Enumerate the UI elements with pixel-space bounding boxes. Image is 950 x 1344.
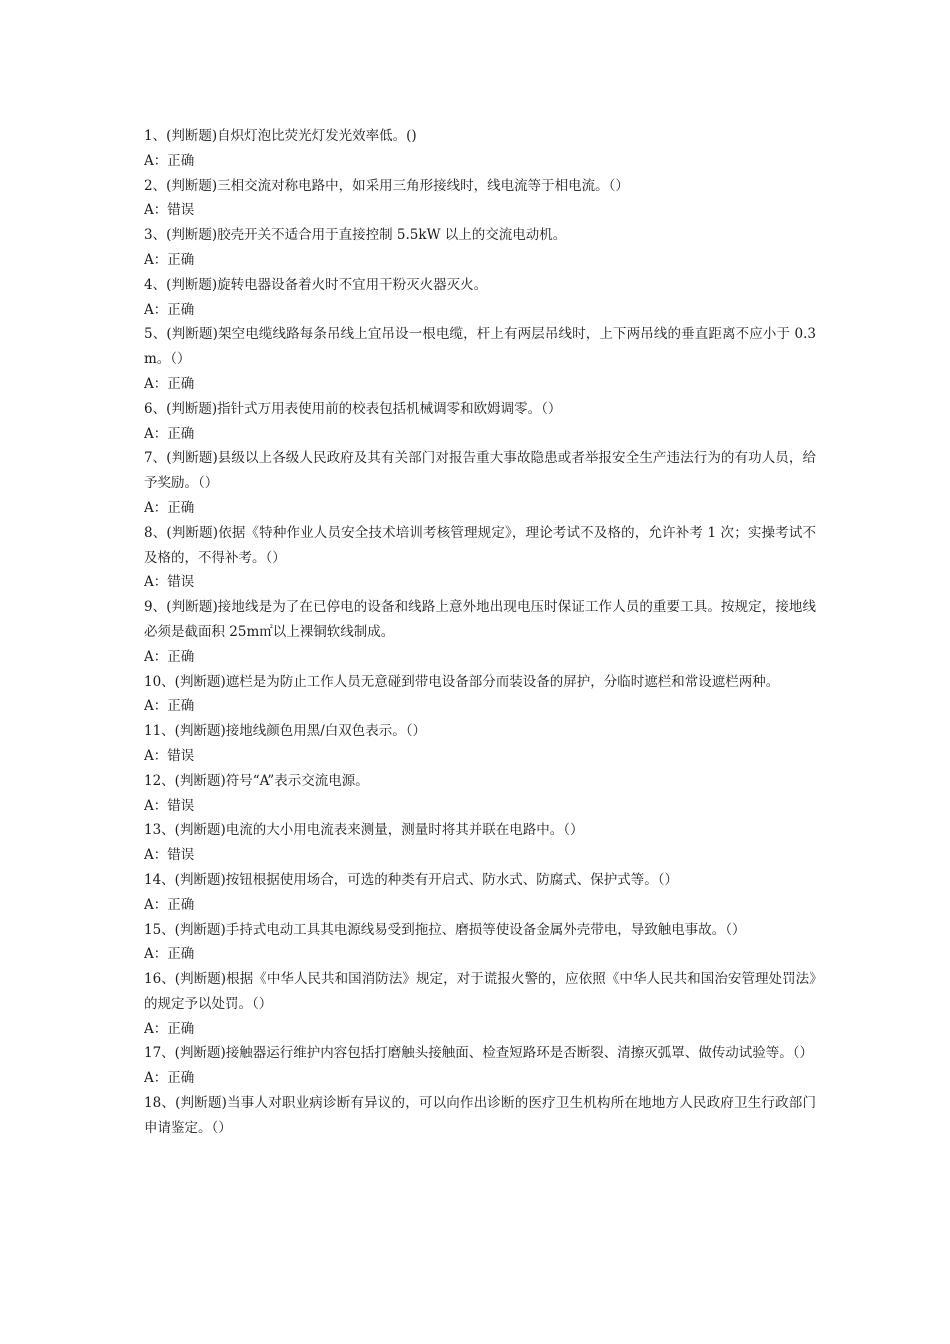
answer-text: A：正确: [144, 648, 195, 665]
answer-text: A：正确: [144, 301, 195, 318]
question-text: 17、(判断题)接触器运行维护内容包括打磨触头接触面、检查短路环是否断裂、清擦灭弧罩、做传动试验等。（）: [144, 1045, 813, 1062]
answer-text: A：正确: [144, 698, 195, 715]
question-text: 9、(判断题)接地线是为了在已停电的设备和线路上意外地出现电压时保证工作人员的重要工具。按规定，接地线必须是截面积 25m㎡以上裸铜软线制成。: [144, 599, 816, 640]
answer-text: A：错误: [144, 574, 195, 591]
answer-text: A：正确: [144, 375, 195, 392]
answer-text: A：正确: [144, 425, 195, 442]
question-text: 10、(判断题)遮栏是为防止工作人员无意碰到带电设备部分而装设备的屏护，分临时遮栏和常设遮栏两种。: [144, 673, 780, 690]
answer-text: A：错误: [144, 202, 195, 219]
answer-text: A：正确: [144, 1070, 195, 1087]
question-text: 1、(判断题)自炽灯泡比荧光灯发光效率低。(): [144, 128, 417, 144]
question-text: 12、(判断题)符号“A”表示交流电源。: [144, 772, 369, 789]
question-text: 5、(判断题)架空电缆线路每条吊线上宜吊设一根电缆，杆上有两层吊线时，上下两吊线的垂直距离不应小于 0.3m。（）: [144, 326, 816, 368]
answer-text: A：错误: [144, 747, 195, 764]
document-body: [144, 124, 816, 1141]
question-text: 16、(判断题)根据《中华人民共和国消防法》规定，对于谎报火警的，应依照《中华人民共和国治安管理处罚法》的规定予以处罚。（）: [144, 971, 816, 1012]
question-text: 11、(判断题)接地线颜色用黑/白双色表示。（）: [144, 723, 427, 740]
question-text: 3、(判断题)胶壳开关不适合用于直接控制 5.5kW 以上的交流电动机。: [144, 227, 567, 244]
answer-text: A：错误: [144, 797, 195, 814]
question-text: 14、(判断题)按钮根据使用场合，可选的种类有开启式、防水式、防腐式、保护式等。（）: [144, 871, 678, 888]
answer-text: A：错误: [144, 847, 195, 864]
question-text: 15、(判断题)手持式电动工具其电源线易受到拖拉、磨损等使设备金属外壳带电，导致触电事故。（）: [144, 921, 746, 938]
question-text: 7、(判断题)县级以上各级人民政府及其有关部门对报告重大事故隐患或者举报安全生产违法行为的有功人员，给予奖励。（）: [144, 450, 816, 492]
answer-text: A：正确: [144, 896, 195, 913]
question-text: 8、(判断题)依据《特种作业人员安全技术培训考核管理规定》，理论考试不及格的，允许补考 1 次；实操考试不及格的，不得补考。（）: [144, 524, 816, 566]
question-text: 18、(判断题)当事人对职业病诊断有异议的，可以向作出诊断的医疗卫生机构所在地地方人民政府卫生行政部门申请鉴定。（）: [144, 1095, 816, 1136]
answer-text: A：正确: [144, 251, 195, 268]
question-text: 13、(判断题)电流的大小用电流表来测量，测量时将其并联在电路中。（）: [144, 822, 584, 839]
question-text: 4、(判断题)旋转电器设备着火时不宜用干粉灭火器灭火。: [144, 276, 488, 293]
answer-text: A：正确: [144, 499, 195, 516]
answer-text: A：正确: [144, 152, 195, 169]
answer-text: A：正确: [144, 946, 195, 963]
question-text: 6、(判断题)指针式万用表使用前的校表包括机械调零和欧姆调零。（）: [144, 400, 562, 417]
question-text: 2、(判断题)三相交流对称电路中，如采用三角形接线时，线电流等于相电流。（）: [144, 177, 629, 194]
answer-text: A：正确: [144, 1020, 195, 1037]
